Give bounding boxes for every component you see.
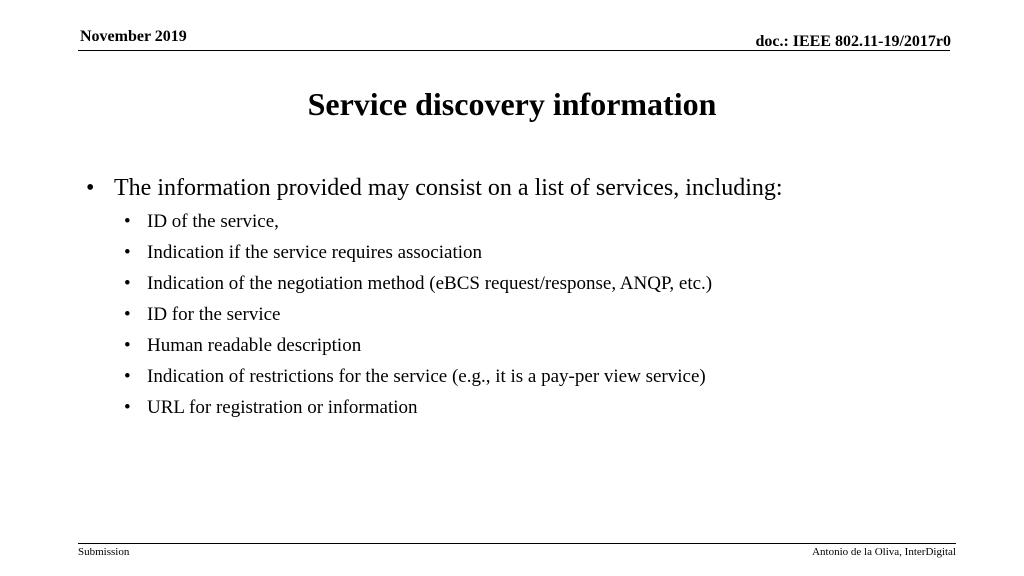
sub-bullet-text: Human readable description [147,335,362,356]
main-bullet-text: The information provided may consist on a list of services, including: [114,175,783,201]
sub-bullet-text: Indication of restrictions for the service (e.g., it is a pay-per view service) [147,366,706,387]
header-date: November 2019 [80,28,187,45]
bullet-icon: • [124,273,131,294]
bullet-icon: • [124,397,131,418]
sub-bullet-item [124,237,966,268]
main-bullet-item [86,173,966,203]
sub-bullet-text: ID for the service [147,304,281,325]
sub-bullet-item [124,392,966,423]
sub-bullet-text: Indication of the negotiation method (eBCS request/response, ANQP, etc.) [147,273,713,294]
sub-bullet-item [124,361,966,392]
footer-author: Antonio de la Oliva, InterDigital [812,546,956,558]
slide-title: Service discovery information [307,86,717,122]
sub-bullet-item [124,268,966,299]
sub-bullet-item [124,330,966,361]
bullet-icon: • [124,304,131,325]
sub-bullet-text: Indication if the service requires association [147,242,483,263]
footer-submission: Submission [78,546,130,558]
sub-bullet-item [124,206,966,237]
bullet-icon: • [124,211,131,232]
sub-bullet-text: URL for registration or information [147,397,418,418]
sub-bullet-list [86,206,966,423]
bullet-icon: • [124,242,131,263]
header-divider [78,50,950,51]
sub-bullet-text: ID of the service, [147,211,279,232]
bullet-icon: • [124,335,131,356]
header-document-id: doc.: IEEE 802.11-19/2017r0 [755,33,951,50]
bullet-icon: • [86,175,95,201]
bullet-icon: • [124,366,131,387]
slide-body [86,173,966,423]
footer-divider [78,543,956,544]
sub-bullet-item [124,299,966,330]
